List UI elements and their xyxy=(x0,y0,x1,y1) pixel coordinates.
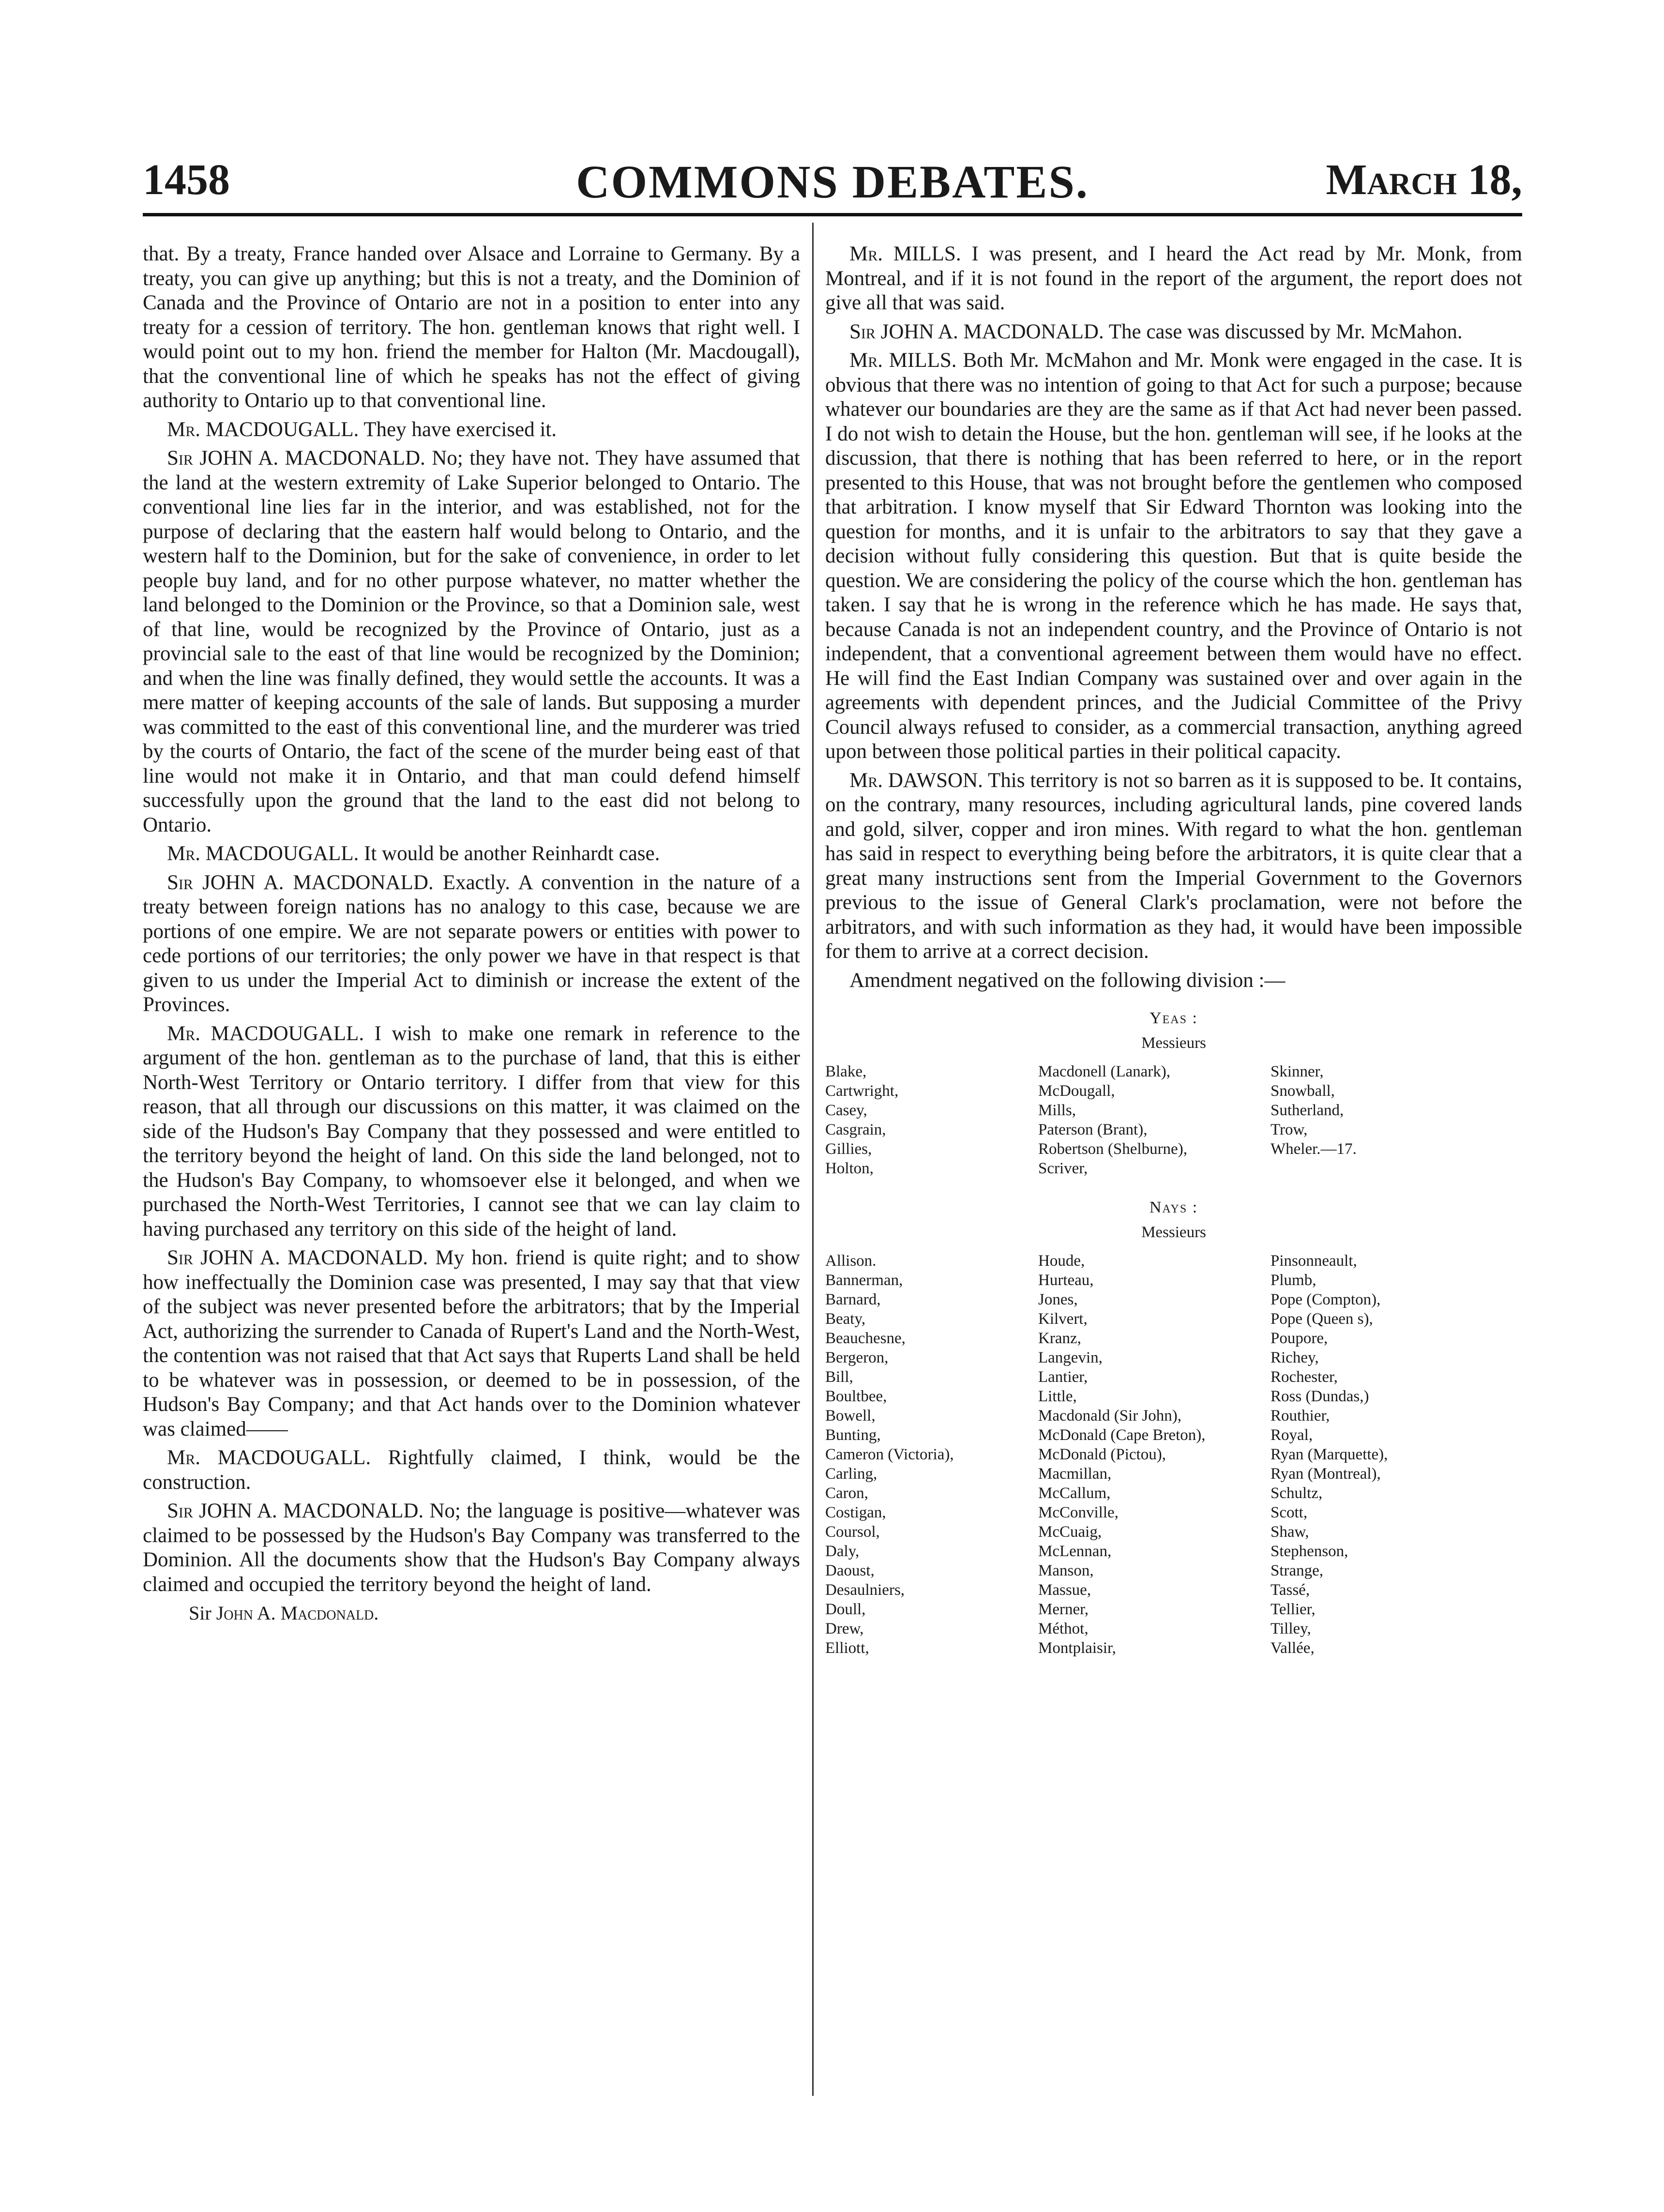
paragraph: Sir JOHN A. MACDONALD. Exactly. A convention in the nature of a treaty between foreign nations has no analogy to this case, because we are portions of one empire. We are not separate powers or entities with power to cede portions of our territories; the only power we have in that respect is that given to us under the Imperial Act to diminish or increase the extent of the Provinces. xyxy=(143,871,800,1016)
member-name: Daoust, xyxy=(825,1562,875,1579)
member-name: Ryan (Montreal), xyxy=(1271,1465,1381,1483)
member-name: Bannerman, xyxy=(825,1272,903,1289)
member-name: Hurteau, xyxy=(1038,1272,1094,1289)
member-name: Kilvert, xyxy=(1038,1310,1088,1328)
paragraph: Mr. MACDOUGALL. They have exercised it. xyxy=(167,418,557,441)
member-name: Langevin, xyxy=(1038,1349,1103,1366)
member-name: Rochester, xyxy=(1271,1368,1338,1386)
paragraph: Mr. MILLS. Both Mr. McMahon and Mr. Monk were engaged in the case. It is obvious that there was no intention of going to that Act for such a purpose; because whatever our boundaries are they are the same as if that Act had never been passed. I do not wish to detain the House, but the hon. gentleman will see, if he looks at the discussion, that there is nothing that has been referred to here, or in the report presented to this House, that was not brought before the gentlemen who composed that arbitration. I know myself that Sir Edward Thornton was looking into the question for months, and it is unfair to the arbitrators to say that they gave a decision without fully considering this question. But that is quite beside the question. We are considering the policy of the course which the hon. gentleman has taken. I say that he is wrong in the reference which he has made. He says that, because Canada is not an independent country, and the Province of Ontario is not independent, that a conventional agreement between them would have no effect. He will find the East Indian Company was sustained over and over again in the agreements with dependent princes, and the Judicial Committee of the Privy Council always refused to consider, as a commercial transaction, anything agreed upon between those political parties in their political capacity. xyxy=(825,349,1522,763)
member-name: Poupore, xyxy=(1271,1330,1328,1347)
nays-messieurs: Messieurs xyxy=(1141,1223,1206,1241)
speaker-name: Mr. MACDOUGALL. xyxy=(167,842,359,865)
speaker-name: Mr. DAWSON. xyxy=(849,769,983,792)
member-name: Bunting, xyxy=(825,1426,881,1444)
member-name: Ryan (Marquette), xyxy=(1271,1446,1388,1463)
member-name: Scriver, xyxy=(1038,1160,1088,1177)
member-name: Bowell, xyxy=(825,1407,876,1424)
column-divider xyxy=(812,223,814,2096)
member-name: Manson, xyxy=(1038,1562,1094,1579)
member-name: Holton, xyxy=(825,1160,874,1177)
member-name: Tassé, xyxy=(1271,1581,1310,1599)
nays-col-1 xyxy=(825,1251,1038,1658)
member-name: Trow, xyxy=(1271,1121,1308,1138)
speaker-name: Mr. MACDOUGALL. xyxy=(167,418,359,441)
member-name: Robertson (Shelburne), xyxy=(1038,1140,1187,1158)
member-name: Caron, xyxy=(825,1485,868,1502)
member-name: Mills, xyxy=(1038,1102,1076,1119)
member-name: Casey, xyxy=(825,1102,867,1119)
speaker-name: Mr. MACDOUGALL. xyxy=(167,1446,371,1469)
division-intro: Amendment negatived on the following division :— xyxy=(849,969,1286,992)
speaker-name: Sir JOHN A. MACDONALD. xyxy=(167,871,434,894)
member-name: McDonald (Pictou), xyxy=(1038,1446,1166,1463)
member-name: Skinner, xyxy=(1271,1063,1324,1080)
paragraph: that. By a treaty, France handed over Alsace and Lorraine to Germany. By a treaty, you can give up anything; but this is not a treaty, and the Dominion of Canada and the Province of Ontario are not in a position to enter into any treaty for a cession of territory. The hon. gentleman knows that right well. I would point out to my hon. friend the member for Halton (Mr. Macdougall), that the conventional line of which he speaks has not the effect of giving authority to Ontario up to that conventional line. xyxy=(143,242,800,412)
page-date: March 18, xyxy=(1326,156,1522,204)
member-name: Méthot, xyxy=(1038,1620,1089,1637)
speaker-name: Sir JOHN A. MACDONALD. xyxy=(167,447,425,470)
next-speaker-signature: Sir John A. Macdonald. xyxy=(189,1602,379,1624)
page-header xyxy=(143,155,1522,213)
member-name: Blake, xyxy=(825,1063,867,1080)
member-name: Richey, xyxy=(1271,1349,1319,1366)
member-name: Massue, xyxy=(1038,1581,1091,1599)
member-name: Kranz, xyxy=(1038,1330,1081,1347)
member-name: Wheler.—17. xyxy=(1271,1140,1357,1158)
member-name: Boultbee, xyxy=(825,1388,887,1405)
member-name: Sutherland, xyxy=(1271,1102,1344,1119)
member-name: McCuaig, xyxy=(1038,1523,1102,1541)
paragraph: Mr. MACDOUGALL. It would be another Reinhardt case. xyxy=(167,842,660,865)
speaker-name: Mr. MILLS. xyxy=(849,242,961,265)
member-name: McDougall, xyxy=(1038,1082,1115,1100)
member-name: Carling, xyxy=(825,1465,877,1483)
page-number: 1458 xyxy=(143,156,230,204)
member-name: Strange, xyxy=(1271,1562,1324,1579)
paragraph: Sir JOHN A. MACDONALD. No; the language is positive—whatever was claimed to be possessed by the Hudson's Bay Company was transferred to the Dominion. All the documents show that the Hudson's Bay Company always claimed and occupied the territory beyond the height of land. xyxy=(143,1500,800,1596)
member-name: Lantier, xyxy=(1038,1368,1088,1386)
member-name: Pope (Compton), xyxy=(1271,1291,1381,1308)
member-name: Schultz, xyxy=(1271,1485,1323,1502)
paragraph: Sir JOHN A. MACDONALD. No; they have not. They have assumed that the land at the western extremity of Lake Superior belonged to Ontario. The conventional line lies far in the interior, and was established, not for the purpose of declaring that the eastern half would belong to Ontario, and the western half to the Dominion, but for the sake of convenience, in order to let people buy land, and for no other purpose whatever, no matter whether the land belonged to the Dominion or the Province, so that a Dominion sale, west of that line, would be recognized by the Province of Ontario, just as a provincial sale to the east of that line would be recognized by the Dominion; and when the line was finally defined, they would settle the accounts. It was a mere matter of keeping accounts of the sale of lands. But supposing a murder was committed to the east of this conventional line, and the murderer was tried by the courts of Ontario, the fact of the scene of the murder being east of that line would not make it in Ontario, and that man could defend himself successfully upon the ground that the land to the east did not belong to Ontario. xyxy=(143,447,800,836)
speaker-name: Sir JOHN A. MACDONALD. xyxy=(167,1246,428,1269)
nays-heading: Nays : xyxy=(1149,1198,1198,1216)
member-name: Costigan, xyxy=(825,1504,886,1521)
yeas-col-2 xyxy=(1038,1062,1271,1178)
member-name: Beauchesne, xyxy=(825,1330,906,1347)
member-name: McConville, xyxy=(1038,1504,1119,1521)
member-name: Ross (Dundas,) xyxy=(1271,1388,1369,1405)
nays-list xyxy=(825,1251,1522,1658)
paragraph: Sir JOHN A. MACDONALD. My hon. friend is quite right; and to show how ineffectually the Dominion case was presented, I may say that that view of the subject was never presented before the arbitrators; that by the Imperial Act, authorizing the surrender to Canada of Rupert's Land and the North-West, the contention was not raised that that Act says that Ruperts Land shall be held to be whatever was in possession, or deemed to be in possession, of the Hudson's Bay Company; and that Act hands over to the Dominion whatever was claimed—— xyxy=(143,1246,801,1440)
member-name: Tilley, xyxy=(1271,1620,1311,1637)
member-name: Montplaisir, xyxy=(1038,1639,1116,1657)
member-name: Tellier, xyxy=(1271,1601,1316,1618)
member-name: Drew, xyxy=(825,1620,864,1637)
member-name: Merner, xyxy=(1038,1601,1089,1618)
yeas-list xyxy=(825,1062,1522,1178)
speaker-name: Mr. MACDOUGALL. xyxy=(167,1022,364,1045)
member-name: Bergeron, xyxy=(825,1349,889,1366)
publication-title: COMMONS DEBATES. xyxy=(576,156,1089,208)
yeas-col-3 xyxy=(1271,1062,1503,1178)
yeas-heading: Yeas : xyxy=(1150,1009,1198,1027)
member-name: McLennan, xyxy=(1038,1543,1112,1560)
member-name: Allison. xyxy=(825,1252,877,1270)
member-name: Pinsonneault, xyxy=(1271,1252,1357,1270)
member-name: Gillies, xyxy=(825,1140,872,1158)
member-name: Casgrain, xyxy=(825,1121,886,1138)
member-name: Jones, xyxy=(1038,1291,1078,1308)
right-column xyxy=(825,242,1522,1675)
member-name: Doull, xyxy=(825,1601,866,1618)
member-name: Scott, xyxy=(1271,1504,1308,1521)
speaker-name: Mr. MILLS. xyxy=(849,349,957,372)
paragraph: Sir JOHN A. MACDONALD. The case was discussed by Mr. McMahon. xyxy=(849,320,1463,343)
member-name: Macmillan, xyxy=(1038,1465,1112,1483)
speaker-name: Sir JOHN A. MACDONALD. xyxy=(849,320,1104,343)
member-name: Daly, xyxy=(825,1543,860,1560)
yeas-messieurs: Messieurs xyxy=(1141,1034,1206,1052)
member-name: Little, xyxy=(1038,1388,1077,1405)
member-name: Snowball, xyxy=(1271,1082,1335,1100)
yeas-col-1 xyxy=(825,1062,1038,1178)
paragraph: Mr. DAWSON. This territory is not so barren as it is supposed to be. It contains, on the contrary, many resources, including agricultural lands, pine covered lands and gold, silver, copper and iron mines. With regard to what the hon. gentleman has said in respect to everything being before the arbitrators, it is quite clear that a great many instructions sent from the Imperial Government to the Governors previous to the issue of General Clark's proclamation, were not before the arbitrators, and with such information as they had, it would have been impossible for them to arrive at a correct decision. xyxy=(825,769,1523,963)
paragraph: Mr. MACDOUGALL. Rightfully claimed, I think, would be the construction. xyxy=(143,1446,801,1494)
member-name: Macdonell (Lanark), xyxy=(1038,1063,1171,1080)
member-name: McDonald (Cape Breton), xyxy=(1038,1426,1206,1444)
member-name: Barnard, xyxy=(825,1291,881,1308)
member-name: Bill, xyxy=(825,1368,853,1386)
header-rule xyxy=(143,213,1522,216)
member-name: Cameron (Victoria), xyxy=(825,1446,954,1463)
member-name: Vallée, xyxy=(1271,1639,1315,1657)
nays-col-3 xyxy=(1271,1251,1503,1658)
paragraph: Mr. MACDOUGALL. I wish to make one remark in reference to the argument of the hon. gentleman as to the purchase of land, that this is either North-West Territory or Ontario territory. I differ from that view for this reason, that all through our discussions on this matter, it was claimed on the side of the Hudson's Bay Company that they possessed and were entitled to the territory beyond the height of land. On this side the land belonged, not to the Hudson's Bay Company, to whomsoever else it belonged, and when we purchased the North-West Territories, I cannot see that we can lay claim to having purchased any territory on this side of the height of land. xyxy=(143,1022,801,1241)
member-name: Stephenson, xyxy=(1271,1543,1348,1560)
member-name: Paterson (Brant), xyxy=(1038,1121,1148,1138)
member-name: Pope (Queen s), xyxy=(1271,1310,1373,1328)
nays-col-2 xyxy=(1038,1251,1271,1658)
member-name: Royal, xyxy=(1271,1426,1313,1444)
member-name: McCallum, xyxy=(1038,1485,1111,1502)
member-name: Plumb, xyxy=(1271,1272,1316,1289)
left-column xyxy=(143,242,800,1626)
member-name: Coursol, xyxy=(825,1523,880,1541)
member-name: Macdonald (Sir John), xyxy=(1038,1407,1182,1424)
member-name: Beaty, xyxy=(825,1310,866,1328)
member-name: Houde, xyxy=(1038,1252,1085,1270)
member-name: Routhier, xyxy=(1271,1407,1330,1424)
member-name: Desaulniers, xyxy=(825,1581,905,1599)
member-name: Elliott, xyxy=(825,1639,869,1657)
member-name: Cartwright, xyxy=(825,1082,899,1100)
member-name: Shaw, xyxy=(1271,1523,1309,1541)
speaker-name: Sir JOHN A. MACDONALD. xyxy=(167,1500,424,1522)
paragraph: Mr. MILLS. I was present, and I heard the Act read by Mr. Monk, from Montreal, and if it is not found in the report of the argument, the report does not give all that was said. xyxy=(825,242,1522,314)
